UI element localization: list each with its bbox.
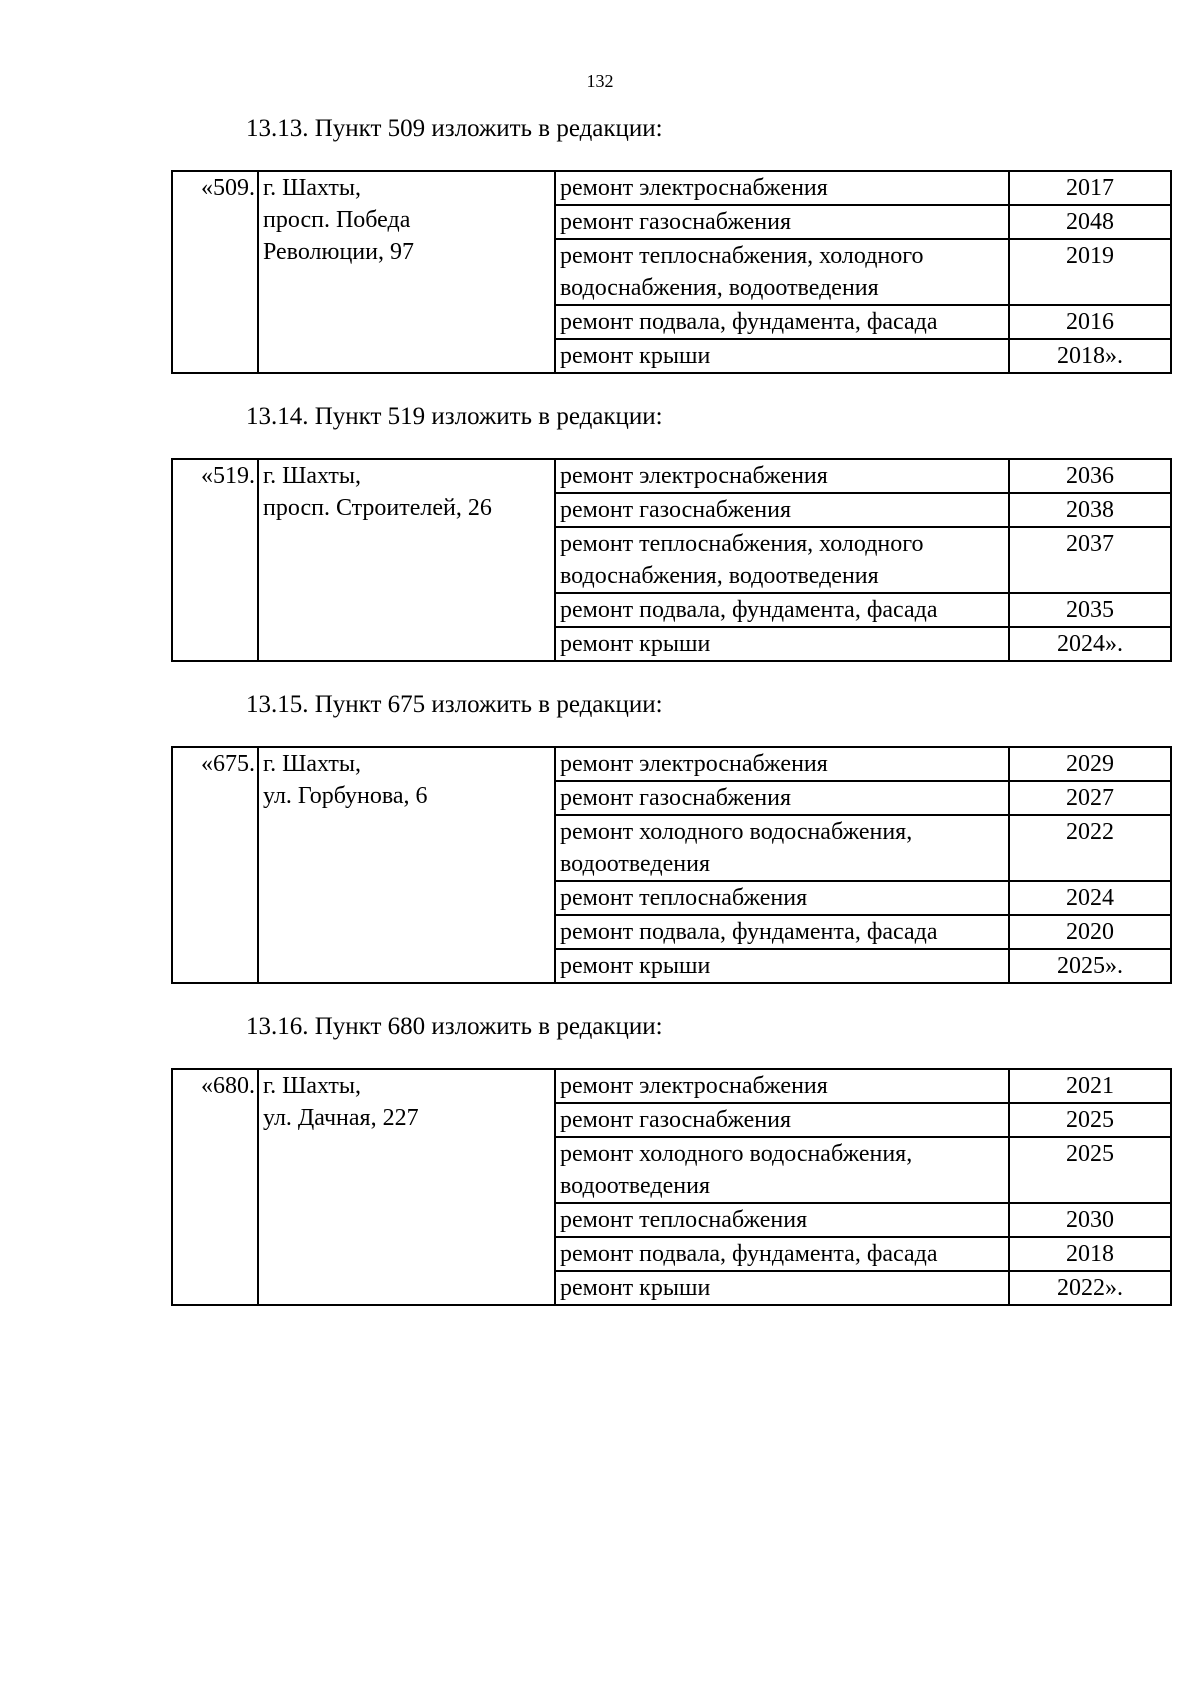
year-cell [1009,305,1171,339]
work-type: ремонт крыши [560,953,711,979]
address-line: просп. Строителей, 26 [263,495,492,521]
work-type-cell [555,205,1009,239]
section-heading: 13.16. Пункт 680 изложить в редакции: [246,1013,663,1040]
address-line: г. Шахты, [263,1073,362,1099]
year-cell [1009,1103,1171,1137]
item-table [171,746,1172,984]
year-cell [1009,339,1171,373]
work-year: 2030 [1066,1207,1114,1233]
amendment-section [0,1008,1200,1306]
address-line: Революции, 97 [263,239,414,265]
year-cell [1009,493,1171,527]
work-type: ремонт газоснабжения [560,209,792,235]
address-line: ул. Дачная, 227 [263,1105,419,1131]
work-type-cell [555,459,1009,493]
year-cell [1009,781,1171,815]
year-cell [1009,949,1171,983]
work-year: 2018 [1066,1241,1114,1267]
work-type: ремонт крыши [560,1275,711,1301]
work-year: 2035 [1066,597,1114,623]
table-row [172,747,1171,781]
year-cell [1009,593,1171,627]
table-row [172,459,1171,493]
work-type: ремонт электроснабжения [560,175,828,201]
address-cell [258,1069,555,1305]
work-year: 2037 [1066,531,1114,557]
work-year: 2048 [1066,209,1114,235]
work-type: ремонт крыши [560,343,711,369]
work-type-cell [555,627,1009,661]
work-type: ремонт газоснабжения [560,785,792,811]
work-type-cell [555,1203,1009,1237]
work-type-cell [555,1069,1009,1103]
work-type-cell [555,781,1009,815]
section-heading: 13.15. Пункт 675 изложить в редакции: [246,691,663,718]
year-cell [1009,1271,1171,1305]
year-cell [1009,815,1171,881]
work-type: ремонт подвала, фундамента, фасада [560,1241,938,1267]
address-line: просп. Победа [263,207,411,233]
item-number-cell [172,747,258,983]
work-type: ремонт теплоснабжения [560,1207,808,1233]
year-cell [1009,459,1171,493]
address-line: г. Шахты, [263,175,362,201]
work-type: ремонт электроснабжения [560,463,828,489]
work-type-cell [555,881,1009,915]
document-body [0,110,1200,1330]
item-number: «680. [201,1073,255,1099]
page-number: 132 [586,71,614,91]
address-line: г. Шахты, [263,463,362,489]
address-cell [258,747,555,983]
work-year: 2017 [1066,175,1114,201]
work-year: 2025». [1057,953,1123,979]
work-type-cell [555,239,1009,305]
work-year: 2022 [1066,819,1114,845]
work-type-cell [555,493,1009,527]
work-type: ремонт газоснабжения [560,497,792,523]
table-row [172,1069,1171,1103]
amendment-section [0,110,1200,374]
work-type: ремонт теплоснабжения, холодного водоснабжения, водоотведения [560,243,924,301]
amendment-section [0,686,1200,984]
work-type-cell [555,339,1009,373]
year-cell [1009,239,1171,305]
work-type: ремонт теплоснабжения, холодного водоснабжения, водоотведения [560,531,924,589]
work-year: 2029 [1066,751,1114,777]
year-cell [1009,1069,1171,1103]
work-type: ремонт подвала, фундамента, фасада [560,919,938,945]
item-number-cell [172,171,258,373]
item-table [171,1068,1172,1306]
work-year: 2016 [1066,309,1114,335]
section-heading: 13.14. Пункт 519 изложить в редакции: [246,403,663,430]
work-year: 2038 [1066,497,1114,523]
work-type-cell [555,915,1009,949]
work-year: 2025 [1066,1107,1114,1133]
address-line: ул. Горбунова, 6 [263,783,428,809]
table-row [172,171,1171,205]
year-cell [1009,881,1171,915]
work-year: 2018». [1057,343,1123,369]
work-type-cell [555,815,1009,881]
work-type-cell [555,593,1009,627]
year-cell [1009,627,1171,661]
work-year: 2022». [1057,1275,1123,1301]
item-number: «675. [201,751,255,777]
work-type-cell [555,1103,1009,1137]
work-type-cell [555,949,1009,983]
year-cell [1009,1203,1171,1237]
address-cell [258,459,555,661]
year-cell [1009,1137,1171,1203]
work-type-cell [555,1237,1009,1271]
work-year: 2021 [1066,1073,1114,1099]
item-number-cell [172,459,258,661]
work-type: ремонт крыши [560,631,711,657]
section-heading: 13.13. Пункт 509 изложить в редакции: [246,115,663,142]
year-cell [1009,171,1171,205]
work-type: ремонт газоснабжения [560,1107,792,1133]
work-type: ремонт электроснабжения [560,1073,828,1099]
year-cell [1009,205,1171,239]
work-type-cell [555,171,1009,205]
year-cell [1009,915,1171,949]
work-type: ремонт электроснабжения [560,751,828,777]
item-number: «509. [201,175,255,201]
item-number: «519. [201,463,255,489]
work-year: 2025 [1066,1141,1114,1167]
work-year: 2024». [1057,631,1123,657]
work-type: ремонт холодного водоснабжения, водоотведения [560,1141,913,1199]
work-year: 2027 [1066,785,1114,811]
work-type-cell [555,1137,1009,1203]
year-cell [1009,527,1171,593]
item-number-cell [172,1069,258,1305]
work-type: ремонт теплоснабжения [560,885,808,911]
work-type-cell [555,305,1009,339]
address-line: г. Шахты, [263,751,362,777]
amendment-section [0,398,1200,662]
work-type-cell [555,1271,1009,1305]
work-type-cell [555,527,1009,593]
work-type: ремонт подвала, фундамента, фасада [560,309,938,335]
work-type-cell [555,747,1009,781]
year-cell [1009,1237,1171,1271]
work-year: 2036 [1066,463,1114,489]
work-year: 2020 [1066,919,1114,945]
work-year: 2019 [1066,243,1114,269]
work-type: ремонт холодного водоснабжения, водоотведения [560,819,913,877]
address-cell [258,171,555,373]
year-cell [1009,747,1171,781]
work-year: 2024 [1066,885,1114,911]
item-table [171,458,1172,662]
item-table [171,170,1172,374]
work-type: ремонт подвала, фундамента, фасада [560,597,938,623]
